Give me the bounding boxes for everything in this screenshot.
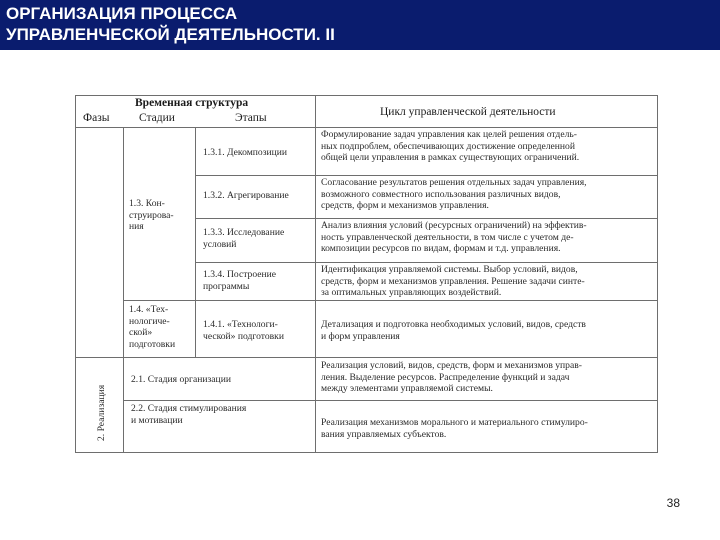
- rule-bottom: [75, 452, 658, 453]
- desc-131: Формулирование задач управления как целей решения отдель- ных подпроблем, обеспечивающих достижение определенной общей цели управления в рамках существующих ограничений.: [321, 129, 580, 164]
- desc-134: Идентификация управляемой системы. Выбор условий, видов, средств, форм и механизмов управления. Решение задачи синте- за оптимальных управляющих воздействий.: [321, 264, 585, 299]
- header-time-structure: Временная структура: [135, 97, 249, 109]
- rule-cycle-col: [315, 95, 316, 453]
- rule-header-bottom: [75, 127, 658, 128]
- slide-title-line-1: ОРГАНИЗАЦИЯ ПРОЦЕССА: [6, 4, 238, 23]
- step-22: 2.2. Стадия стимулирования и мотивации: [131, 403, 247, 426]
- step-21: 2.1. Стадия организации: [131, 374, 231, 385]
- management-cycle-table: [75, 95, 658, 453]
- rule-21-bottom: [123, 400, 658, 401]
- step-133: 1.3.3. Исследование условий: [203, 227, 285, 250]
- phase-realization-label: 2. Реализация: [96, 384, 107, 441]
- page-number: 38: [666, 496, 680, 510]
- step-131: 1.3.1. Декомпозиции: [203, 147, 288, 158]
- header-phases: Фазы: [83, 112, 110, 124]
- rule-stage-col: [195, 127, 196, 357]
- desc-133: Анализ влияния условий (ресурсных ограничений) на эффектив- ность управленческой деятельности, в том числе с учетом де- композиции ресурсов по видам, формам и т.д. управления.: [321, 220, 587, 255]
- rule-phase-col: [123, 127, 124, 453]
- rule-13-bottom: [123, 300, 658, 301]
- desc-132: Согласование результатов решения отдельных задач управления, возможного совместного использования различных видов, средств, форм и механизмов управления.: [321, 177, 587, 212]
- desc-22: Реализация механизмов морального и материального стимулиро- вания управляемых субъектов.: [321, 417, 588, 440]
- header-stages: Стадии: [139, 112, 175, 124]
- rule-133-bottom: [195, 262, 658, 263]
- rule-132-bottom: [195, 218, 658, 219]
- rule-top: [75, 95, 658, 96]
- step-132: 1.3.2. Агрегирование: [203, 190, 289, 201]
- slide-title-line-2: УПРАВЛЕНЧЕСКОЙ ДЕЯТЕЛЬНОСТИ. II: [6, 25, 335, 44]
- stage-14-label: 1.4. «Тех- нологиче- ской» подготовки: [129, 304, 176, 350]
- stage-13-label: 1.3. Кон- струирова- ния: [129, 198, 174, 233]
- rule-right: [657, 95, 658, 453]
- header-steps: Этапы: [235, 112, 267, 124]
- desc-21: Реализация условий, видов, средств, форм и механизмов управ- ления. Выделение ресурсов. Распределение функций и задач между элементами управляемой системы.: [321, 360, 582, 395]
- rule-phase1-bottom: [75, 357, 658, 358]
- rule-left: [75, 95, 76, 453]
- rule-131-bottom: [195, 175, 658, 176]
- step-141: 1.4.1. «Технологи- ческой» подготовки: [203, 319, 284, 342]
- slide-title-bar: [0, 0, 720, 50]
- desc-141: Детализация и подготовка необходимых условий, видов, средств и форм управления: [321, 319, 586, 342]
- header-cycle: Цикл управленческой деятельности: [380, 106, 556, 118]
- step-134: 1.3.4. Построение программы: [203, 269, 277, 292]
